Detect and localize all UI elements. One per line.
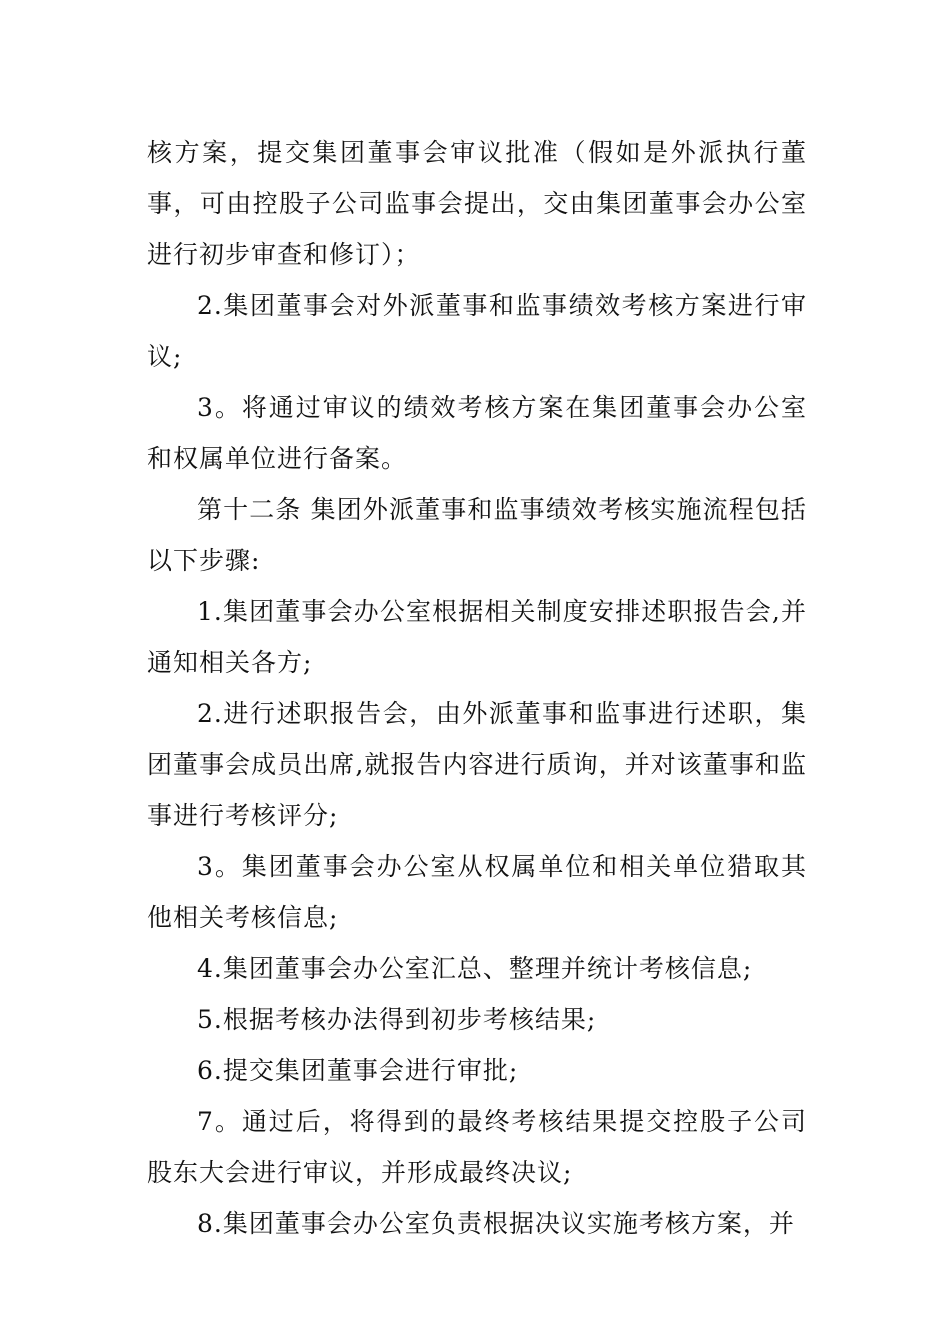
paragraph-article-12-step-6: 6.提交集团董事会进行审批; bbox=[197, 1056, 519, 1085]
paragraph-article-12-step-2: 2.进行述职报告会，由外派董事和监事进行述职，集团董事会成员出席,就报告内容进行质询，并对该董事和监事进行考核评分; bbox=[147, 699, 807, 830]
paragraph-step-2-review: 2.集团董事会对外派董事和监事绩效考核方案进行审议; bbox=[147, 291, 807, 371]
paragraph-article-12: 第十二条 集团外派董事和监事绩效考核实施流程包括以下步骤: bbox=[147, 495, 807, 575]
paragraph-step-3-filing: 3。将通过审议的绩效考核方案在集团董事会办公室和权属单位进行备案。 bbox=[147, 393, 807, 473]
paragraph-article-12-step-5: 5.根据考核办法得到初步考核结果; bbox=[197, 1005, 597, 1034]
paragraph-article-12-step-8: 8.集团董事会办公室负责根据决议实施考核方案，并 bbox=[197, 1209, 795, 1238]
paragraph-article-12-step-4: 4.集团董事会办公室汇总、整理并统计考核信息; bbox=[197, 954, 753, 983]
paragraph-article-12-step-3: 3。集团董事会办公室从权属单位和相关单位猎取其他相关考核信息; bbox=[147, 852, 807, 932]
document-body bbox=[147, 127, 807, 1249]
paragraph-continuation: 核方案，提交集团董事会审议批准（假如是外派执行董事，可由控股子公司监事会提出，交由集团董事会办公室进行初步审查和修订）； bbox=[147, 138, 807, 269]
paragraph-article-12-step-1: 1.集团董事会办公室根据相关制度安排述职报告会,并通知相关各方; bbox=[147, 597, 807, 677]
paragraph-article-12-step-7: 7。通过后，将得到的最终考核结果提交控股子公司股东大会进行审议，并形成最终决议; bbox=[147, 1107, 807, 1187]
